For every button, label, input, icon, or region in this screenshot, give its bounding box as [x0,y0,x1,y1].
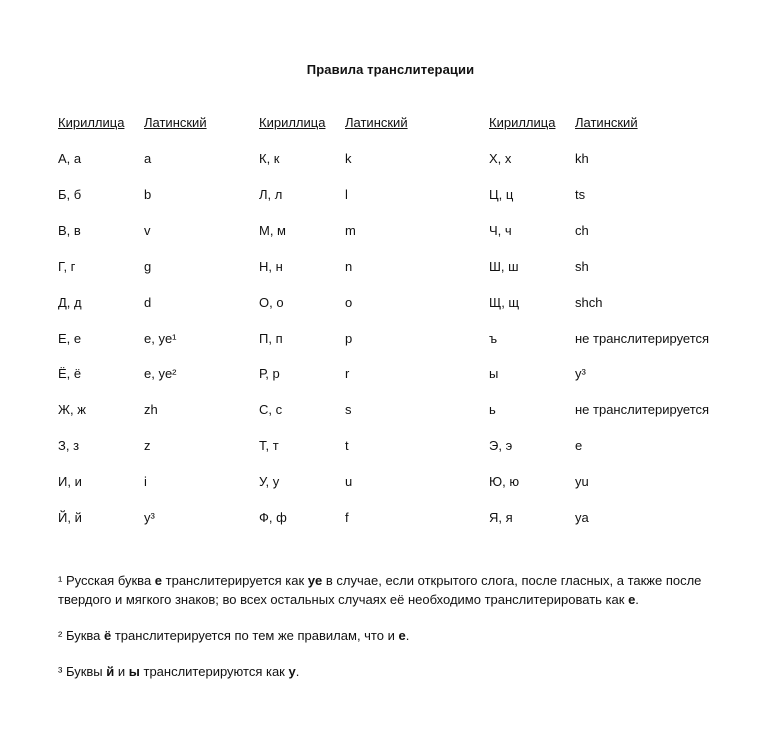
cell-cyrillic: Д, д [58,295,82,310]
cell-latin: не транслитерируется [575,331,710,346]
footnote-mark: ¹ [58,573,63,588]
footnote-1 [58,571,748,609]
header-cyrillic-1: Кириллица [58,115,125,130]
cell-cyrillic: Ч, ч [489,223,512,238]
cell-latin: z [144,438,151,453]
cell-latin: o [345,295,353,310]
footnote-bold: y [288,664,296,679]
cell-cyrillic: Ю, ю [489,474,520,489]
footnote-mark: ² [58,628,63,643]
cell-latin: i [144,474,147,489]
cell-cyrillic: Е, е [58,331,82,346]
footnote-3 [58,662,748,681]
footnote-text: . [295,664,300,679]
cell-latin: ya [575,510,589,525]
cell-latin: a [144,151,152,166]
cell-latin: t [345,438,349,453]
cell-cyrillic: ъ [489,331,498,346]
cell-cyrillic: ы [489,366,499,381]
cell-latin: e, ye¹ [144,331,177,346]
cell-latin: u [345,474,353,489]
cell-cyrillic: П, п [259,331,283,346]
cell-cyrillic: М, м [259,223,286,238]
cell-cyrillic: Ш, ш [489,259,519,274]
cell-cyrillic: Я, я [489,510,513,525]
cell-cyrillic: В, в [58,223,81,238]
footnote-text: . [635,592,639,607]
footnote-bold: ё [104,628,112,643]
cell-latin: sh [575,259,589,274]
cell-latin: ch [575,223,589,238]
cell-latin: zh [144,402,158,417]
cell-cyrillic: ь [489,402,496,417]
footnote-mark: ³ [58,664,63,679]
cell-latin: y³ [575,366,586,381]
cell-cyrillic: Х, х [489,151,512,166]
cell-latin: e, ye² [144,366,177,381]
header-cyrillic-3: Кириллица [489,115,556,130]
cell-latin: d [144,295,152,310]
cell-latin: l [345,187,348,202]
cell-latin: f [345,510,349,525]
cell-cyrillic: Т, т [259,438,279,453]
cell-latin: ts [575,187,586,202]
cell-latin: e [575,438,583,453]
cell-cyrillic: Э, э [489,438,513,453]
footnote-bold: ы [128,664,140,679]
footnote-bold: e [628,592,636,607]
footnote-bold: е [398,628,406,643]
cell-cyrillic: О, о [259,295,284,310]
header-latin-3: Латинский [575,115,638,130]
header-latin-2: Латинский [345,115,408,130]
cell-latin: не транслитерируется [575,402,710,417]
cell-latin: r [345,366,350,381]
footnote-bold: е [154,573,163,588]
cell-cyrillic: Й, й [58,510,82,525]
footnote-text: в случае, если открытого слога, после гласных, а также после твердого и мягкого знаков; во всех остальных случаях её необходимо транслитерировать как [58,573,702,607]
footnote-bold: ye [307,573,323,588]
footnote-text: Буквы [62,664,107,679]
cell-cyrillic: Ё, ё [58,366,82,381]
footnote-text: транслитерируются как [139,664,289,679]
footnotes [58,571,748,681]
footnote-text: . [405,628,410,643]
header-latin-1: Латинский [144,115,207,130]
footnote-text: транслитерируется по тем же правилам, что и [111,628,399,643]
cell-latin: p [345,331,353,346]
cell-cyrillic: З, з [58,438,80,453]
cell-latin: shch [575,295,603,310]
cell-latin: m [345,223,356,238]
cell-latin: b [144,187,152,202]
cell-cyrillic: Л, л [259,187,283,202]
cell-latin: g [144,259,152,274]
cell-latin: kh [575,151,589,166]
footnote-text: Буква [62,628,104,643]
cell-cyrillic: Р, р [259,366,280,381]
cell-cyrillic: К, к [259,151,280,166]
cell-cyrillic: Ц, ц [489,187,514,202]
page-title: Правила транслитерации [306,62,475,77]
footnote-text: Русская буква [62,573,155,588]
cell-cyrillic: У, у [259,474,280,489]
cell-latin: y³ [144,510,155,525]
cell-cyrillic: Н, н [259,259,283,274]
cell-cyrillic: Г, г [58,259,76,274]
footnote-bold: й [106,664,115,679]
cell-latin: yu [575,474,589,489]
footnote-text: и [114,664,129,679]
cell-cyrillic: С, с [259,402,283,417]
footnote-2 [58,626,748,645]
cell-latin: n [345,259,353,274]
cell-cyrillic: Б, б [58,187,82,202]
cell-cyrillic: Щ, щ [489,295,520,310]
cell-cyrillic: А, а [58,151,82,166]
cell-cyrillic: Ф, ф [259,510,287,525]
cell-latin: v [144,223,151,238]
header-cyrillic-2: Кириллица [259,115,326,130]
cell-latin: k [345,151,352,166]
cell-cyrillic: И, и [58,474,82,489]
cell-cyrillic: Ж, ж [58,402,86,417]
cell-latin: s [345,402,352,417]
footnote-text: транслитерируется как [162,573,308,588]
